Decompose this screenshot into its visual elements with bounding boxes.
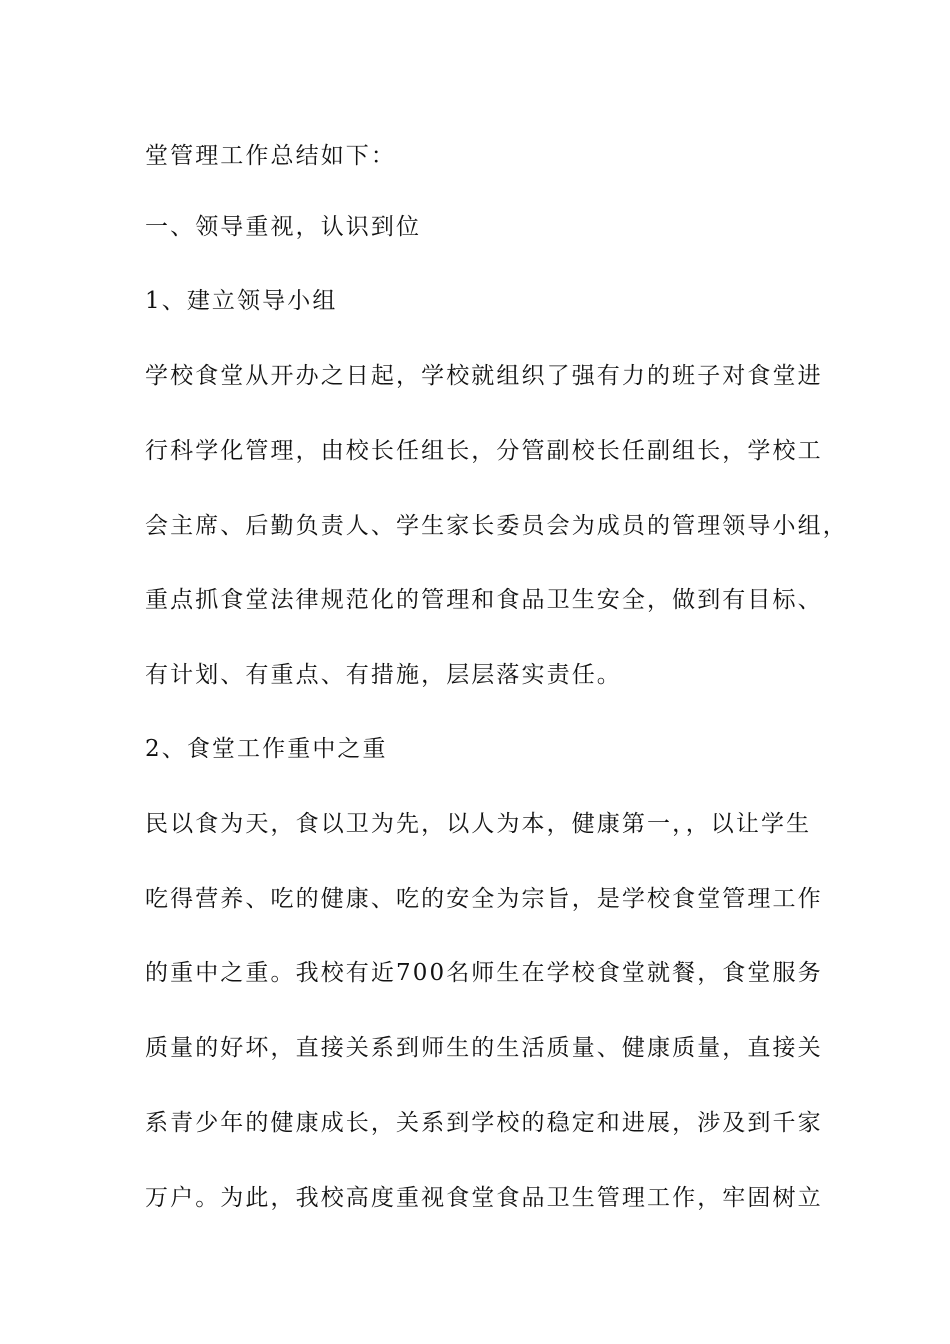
text-line: 重点抓食堂法律规范化的管理和食品卫生安全，做到有目标、 [145, 587, 823, 613]
text-line: 堂管理工作总结如下： [145, 143, 396, 169]
text-line: 学校食堂从开办之日起，学校就组织了强有力的班子对食堂进 [145, 363, 823, 389]
text-line: 万户。为此，我校高度重视食堂食品卫生管理工作，牢固树立 [145, 1185, 823, 1211]
section-heading: 一、领导重视，认识到位 [145, 214, 422, 240]
subsection-heading: 1、建立领导小组 [145, 288, 338, 314]
text-line: 会主席、后勤负责人、学生家长委员会为成员的管理领导小组， [145, 513, 848, 539]
text-line: 系青少年的健康成长，关系到学校的稳定和进展，涉及到千家 [145, 1110, 823, 1136]
text-line: 行科学化管理，由校长任组长，分管副校长任副组长，学校工 [145, 438, 823, 464]
text-line: 吃得营养、吃的健康、吃的安全为宗旨，是学校食堂管理工作 [145, 886, 823, 912]
text-line: 的重中之重。我校有近700名师生在学校食堂就餐，食堂服务 [145, 960, 823, 986]
subsection-heading: 2、食堂工作重中之重 [145, 736, 388, 762]
text-line: 有计划、有重点、有措施，层层落实责任。 [145, 662, 622, 688]
text-line: 民以食为天，食以卫为先，以人为本，健康第一，，以让学生 [145, 811, 812, 837]
text-line: 质量的好坏，直接关系到师生的生活质量、健康质量，直接关 [145, 1035, 823, 1061]
